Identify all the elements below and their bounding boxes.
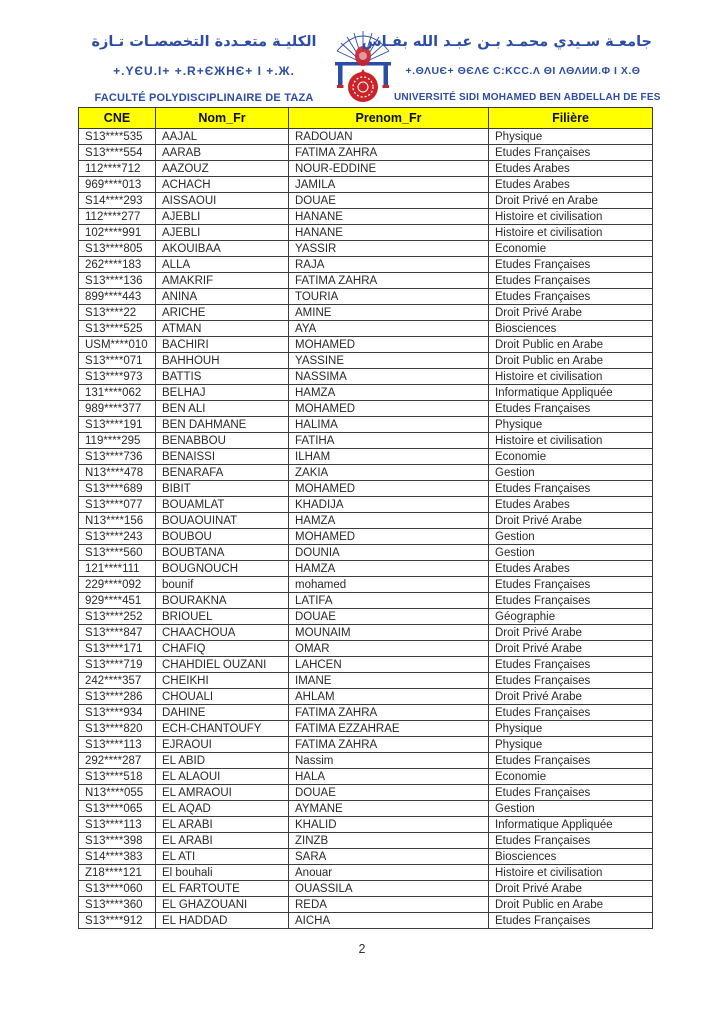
cell-prenom: MOUNAIM	[289, 625, 489, 641]
cell-prenom: MOHAMED	[289, 401, 489, 417]
cell-filiere: Etudes Françaises	[489, 401, 653, 417]
cell-cne: S13****912	[79, 913, 156, 929]
cell-prenom: HALA	[289, 769, 489, 785]
cell-nom: EL ABID	[156, 753, 289, 769]
cell-cne: S13****535	[79, 129, 156, 145]
cell-cne: N13****156	[79, 513, 156, 529]
cell-cne: S13****560	[79, 545, 156, 561]
cell-cne: S13****136	[79, 273, 156, 289]
cell-prenom: HALIMA	[289, 417, 489, 433]
cell-nom: AISSAOUI	[156, 193, 289, 209]
cell-filiere: Etudes Françaises	[489, 785, 653, 801]
cell-cne: S13****22	[79, 305, 156, 321]
cell-filiere: Etudes Françaises	[489, 657, 653, 673]
cell-nom: BACHIRI	[156, 337, 289, 353]
cell-filiere: Gestion	[489, 465, 653, 481]
table-row	[79, 721, 653, 737]
faculty-block	[76, 32, 332, 106]
cell-filiere: Etudes Françaises	[489, 705, 653, 721]
cell-nom: EL ARABI	[156, 833, 289, 849]
table-row	[79, 417, 653, 433]
cell-prenom: OUASSILA	[289, 881, 489, 897]
cell-prenom: FATIMA ZAHRA	[289, 737, 489, 753]
cell-filiere: Physique	[489, 721, 653, 737]
cell-prenom: mohamed	[289, 577, 489, 593]
cell-cne: S13****360	[79, 897, 156, 913]
cell-filiere: Droit Privé Arabe	[489, 881, 653, 897]
cell-prenom: Nassim	[289, 753, 489, 769]
table-row	[79, 209, 653, 225]
cell-nom: BOUGNOUCH	[156, 561, 289, 577]
cell-cne: S13****171	[79, 641, 156, 657]
page-number: 2	[358, 942, 366, 956]
cell-prenom: SARA	[289, 849, 489, 865]
cell-filiere: Etudes Arabes	[489, 177, 653, 193]
cell-filiere: Gestion	[489, 545, 653, 561]
cell-nom: BOUBOU	[156, 529, 289, 545]
cell-prenom: AMINE	[289, 305, 489, 321]
cell-nom: AJEBLI	[156, 225, 289, 241]
table-row	[79, 737, 653, 753]
cell-filiere: Droit Public en Arabe	[489, 897, 653, 913]
cell-nom: EL ATI	[156, 849, 289, 865]
cell-filiere: Etudes Françaises	[489, 481, 653, 497]
cell-cne: S13****060	[79, 881, 156, 897]
cell-filiere: Droit Privé Arabe	[489, 513, 653, 529]
cell-nom: AJEBLI	[156, 209, 289, 225]
cell-cne: S13****973	[79, 369, 156, 385]
cell-filiere: Droit Public en Arabe	[489, 337, 653, 353]
table-row	[79, 657, 653, 673]
column-header-filiere: Filière	[489, 108, 653, 129]
cell-nom: ALLA	[156, 257, 289, 273]
cell-prenom: FATIMA ZAHRA	[289, 705, 489, 721]
table-row	[79, 369, 653, 385]
table-row	[79, 449, 653, 465]
cell-cne: N13****055	[79, 785, 156, 801]
table-row	[79, 225, 653, 241]
cell-filiere: Physique	[489, 737, 653, 753]
cell-filiere: Droit Privé Arabe	[489, 625, 653, 641]
cell-cne: S13****252	[79, 609, 156, 625]
cell-cne: 242****357	[79, 673, 156, 689]
table-header-row	[79, 108, 653, 129]
cell-prenom: DOUNIA	[289, 545, 489, 561]
cell-cne: S14****293	[79, 193, 156, 209]
cell-filiere: Informatique Appliquée	[489, 385, 653, 401]
table-row	[79, 865, 653, 881]
cell-cne: S13****113	[79, 817, 156, 833]
table-row	[79, 849, 653, 865]
cell-cne: S13****113	[79, 737, 156, 753]
cell-filiere: Histoire et civilisation	[489, 209, 653, 225]
cell-nom: BEN DAHMANE	[156, 417, 289, 433]
cell-nom: ECH-CHANTOUFY	[156, 721, 289, 737]
table-row	[79, 433, 653, 449]
cell-prenom: NASSIMA	[289, 369, 489, 385]
university-block	[361, 32, 661, 106]
cell-filiere: Etudes Françaises	[489, 593, 653, 609]
cell-nom: CHOUALI	[156, 689, 289, 705]
cell-cne: 119****295	[79, 433, 156, 449]
cell-nom: EJRAOUI	[156, 737, 289, 753]
cell-prenom: MOHAMED	[289, 337, 489, 353]
cell-filiere: Etudes Arabes	[489, 497, 653, 513]
cell-prenom: RADOUAN	[289, 129, 489, 145]
table-row	[79, 881, 653, 897]
cell-filiere: Histoire et civilisation	[489, 433, 653, 449]
table-row	[79, 689, 653, 705]
cell-prenom: YASSINE	[289, 353, 489, 369]
cell-cne: 102****991	[79, 225, 156, 241]
cell-filiere: Etudes Arabes	[489, 161, 653, 177]
cell-prenom: MOHAMED	[289, 529, 489, 545]
cell-prenom: FATIMA EZZAHRAE	[289, 721, 489, 737]
cell-prenom: LATIFA	[289, 593, 489, 609]
table-row	[79, 305, 653, 321]
table-row	[79, 577, 653, 593]
table-row	[79, 257, 653, 273]
table-row	[79, 753, 653, 769]
cell-prenom: FATIMA ZAHRA	[289, 145, 489, 161]
cell-filiere: Economie	[489, 449, 653, 465]
table-row	[79, 177, 653, 193]
cell-cne: 121****111	[79, 561, 156, 577]
cell-filiere: Etudes Françaises	[489, 257, 653, 273]
cell-cne: S13****934	[79, 705, 156, 721]
cell-nom: ANINA	[156, 289, 289, 305]
cell-nom: EL FARTOUTE	[156, 881, 289, 897]
cell-prenom: FATIHA	[289, 433, 489, 449]
cell-nom: AAZOUZ	[156, 161, 289, 177]
cell-cne: S14****383	[79, 849, 156, 865]
cell-prenom: HANANE	[289, 225, 489, 241]
cell-nom: BRIOUEL	[156, 609, 289, 625]
cell-filiere: Géographie	[489, 609, 653, 625]
cell-filiere: Gestion	[489, 801, 653, 817]
cell-nom: AKOUIBAA	[156, 241, 289, 257]
cell-prenom: HAMZA	[289, 513, 489, 529]
cell-prenom: DOUAE	[289, 785, 489, 801]
cell-cne: 899****443	[79, 289, 156, 305]
cell-cne: 969****013	[79, 177, 156, 193]
cell-filiere: Economie	[489, 241, 653, 257]
cell-filiere: Droit Privé Arabe	[489, 641, 653, 657]
cell-nom: CHAHDIEL OUZANI	[156, 657, 289, 673]
cell-nom: CHAFIQ	[156, 641, 289, 657]
cell-filiere: Etudes Françaises	[489, 833, 653, 849]
cell-cne: 229****092	[79, 577, 156, 593]
cell-nom: BOUBTANA	[156, 545, 289, 561]
cell-nom: EL ALAOUI	[156, 769, 289, 785]
table-row	[79, 289, 653, 305]
cell-filiere: Droit Privé en Arabe	[489, 193, 653, 209]
table-row	[79, 497, 653, 513]
cell-nom: AMAKRIF	[156, 273, 289, 289]
cell-nom: BATTIS	[156, 369, 289, 385]
cell-filiere: Biosciences	[489, 321, 653, 337]
cell-nom: bounif	[156, 577, 289, 593]
faculty-name-french: FACULTÉ POLYDISCIPLINAIRE DE TAZA	[94, 92, 314, 104]
cell-nom: ACHACH	[156, 177, 289, 193]
university-name-tifinagh: +.ΘΛUЄ+ ΘЄΛЄ C:ΚCC.Λ ΘΙ ΛΘΛИИ.Φ Ι X.Θ	[405, 65, 641, 77]
table-row	[79, 241, 653, 257]
cell-prenom: Anouar	[289, 865, 489, 881]
cell-nom: BENAISSI	[156, 449, 289, 465]
cell-nom: BIBIT	[156, 481, 289, 497]
table-row	[79, 593, 653, 609]
table-row	[79, 609, 653, 625]
cell-filiere: Biosciences	[489, 849, 653, 865]
cell-prenom: REDA	[289, 897, 489, 913]
cell-prenom: JAMILA	[289, 177, 489, 193]
faculty-name-tifinagh: +.YЄU.I+ +.R+ЄЖHЄ+ I +.Ж.	[113, 64, 295, 78]
cell-nom: DAHINE	[156, 705, 289, 721]
cell-cne: 112****712	[79, 161, 156, 177]
table-row	[79, 897, 653, 913]
cell-prenom: DOUAE	[289, 609, 489, 625]
table-row	[79, 817, 653, 833]
table-row	[79, 545, 653, 561]
table-row	[79, 641, 653, 657]
cell-cne: S13****191	[79, 417, 156, 433]
cell-nom: BOUAMLAT	[156, 497, 289, 513]
cell-nom: El bouhali	[156, 865, 289, 881]
column-header-prenom: Prenom_Fr	[289, 108, 489, 129]
table-row	[79, 129, 653, 145]
cell-nom: BENARAFA	[156, 465, 289, 481]
cell-cne: S13****554	[79, 145, 156, 161]
cell-filiere: Histoire et civilisation	[489, 865, 653, 881]
cell-prenom: AHLAM	[289, 689, 489, 705]
faculty-name-arabic: الكليـة متعـددة التخصصـات تـازة	[91, 34, 317, 50]
cell-cne: S13****719	[79, 657, 156, 673]
cell-cne: S13****736	[79, 449, 156, 465]
letterhead	[76, 32, 661, 106]
cell-nom: AAJAL	[156, 129, 289, 145]
table-row	[79, 465, 653, 481]
table-row	[79, 785, 653, 801]
cell-nom: EL AMRAOUI	[156, 785, 289, 801]
column-header-cne: CNE	[79, 108, 156, 129]
cell-cne: 989****377	[79, 401, 156, 417]
cell-cne: S13****398	[79, 833, 156, 849]
cell-cne: Z18****121	[79, 865, 156, 881]
cell-prenom: DOUAE	[289, 193, 489, 209]
table-row	[79, 145, 653, 161]
cell-filiere: Etudes Françaises	[489, 289, 653, 305]
cell-prenom: FATIMA ZAHRA	[289, 273, 489, 289]
cell-filiere: Droit Privé Arabe	[489, 689, 653, 705]
university-name-french: UNIVERSITÉ SIDI MOHAMED BEN ABDELLAH DE FES	[394, 92, 661, 103]
cell-nom: AARAB	[156, 145, 289, 161]
table-row	[79, 193, 653, 209]
cell-nom: ATMAN	[156, 321, 289, 337]
table-row	[79, 337, 653, 353]
cell-prenom: AYMANE	[289, 801, 489, 817]
table-row	[79, 705, 653, 721]
cell-cne: S13****518	[79, 769, 156, 785]
cell-filiere: Informatique Appliquée	[489, 817, 653, 833]
table-row	[79, 913, 653, 929]
cell-cne: 131****062	[79, 385, 156, 401]
cell-nom: EL ARABI	[156, 817, 289, 833]
cell-filiere: Etudes Arabes	[489, 561, 653, 577]
table-row	[79, 353, 653, 369]
table-row	[79, 161, 653, 177]
cell-prenom: AYA	[289, 321, 489, 337]
cell-cne: S13****525	[79, 321, 156, 337]
cell-nom: BEN ALI	[156, 401, 289, 417]
table-row	[79, 401, 653, 417]
cell-nom: BELHAJ	[156, 385, 289, 401]
table-row	[79, 673, 653, 689]
cell-cne: S13****077	[79, 497, 156, 513]
cell-prenom: OMAR	[289, 641, 489, 657]
cell-filiere: Etudes Françaises	[489, 273, 653, 289]
cell-filiere: Physique	[489, 129, 653, 145]
table-row	[79, 625, 653, 641]
university-name-arabic: جامعـة سـيدي محمـد بـن عبـد الله بفـاس	[361, 34, 652, 50]
cell-prenom: AICHA	[289, 913, 489, 929]
cell-prenom: ILHAM	[289, 449, 489, 465]
table-row	[79, 529, 653, 545]
cell-cne: S13****847	[79, 625, 156, 641]
cell-prenom: HAMZA	[289, 385, 489, 401]
cell-filiere: Etudes Françaises	[489, 145, 653, 161]
cell-prenom: RAJA	[289, 257, 489, 273]
cell-cne: 929****451	[79, 593, 156, 609]
cell-filiere: Histoire et civilisation	[489, 225, 653, 241]
table-row	[79, 385, 653, 401]
cell-prenom: TOURIA	[289, 289, 489, 305]
table-row	[79, 481, 653, 497]
cell-filiere: Physique	[489, 417, 653, 433]
cell-prenom: ZINZB	[289, 833, 489, 849]
student-table	[78, 107, 653, 929]
table-row	[79, 833, 653, 849]
cell-prenom: HANANE	[289, 209, 489, 225]
cell-prenom: HAMZA	[289, 561, 489, 577]
table-row	[79, 273, 653, 289]
cell-cne: N13****478	[79, 465, 156, 481]
cell-cne: 262****183	[79, 257, 156, 273]
cell-prenom: YASSIR	[289, 241, 489, 257]
cell-nom: CHEIKHI	[156, 673, 289, 689]
cell-nom: EL HADDAD	[156, 913, 289, 929]
cell-nom: CHAACHOUA	[156, 625, 289, 641]
table-row	[79, 769, 653, 785]
cell-cne: S13****689	[79, 481, 156, 497]
cell-filiere: Etudes Françaises	[489, 577, 653, 593]
cell-cne: S13****071	[79, 353, 156, 369]
cell-prenom: KHADIJA	[289, 497, 489, 513]
table-row	[79, 513, 653, 529]
cell-filiere: Gestion	[489, 529, 653, 545]
cell-filiere: Etudes Françaises	[489, 673, 653, 689]
table-row	[79, 801, 653, 817]
student-table-body	[79, 129, 653, 929]
cell-prenom: KHALID	[289, 817, 489, 833]
cell-prenom: NOUR-EDDINE	[289, 161, 489, 177]
cell-cne: 112****277	[79, 209, 156, 225]
cell-cne: 292****287	[79, 753, 156, 769]
cell-nom: BAHHOUH	[156, 353, 289, 369]
cell-prenom: LAHCEN	[289, 657, 489, 673]
cell-nom: EL AQAD	[156, 801, 289, 817]
cell-cne: S13****243	[79, 529, 156, 545]
cell-cne: S13****820	[79, 721, 156, 737]
cell-filiere: Etudes Françaises	[489, 913, 653, 929]
cell-nom: BENABBOU	[156, 433, 289, 449]
column-header-nom: Nom_Fr	[156, 108, 289, 129]
cell-cne: S13****286	[79, 689, 156, 705]
cell-filiere: Droit Public en Arabe	[489, 353, 653, 369]
cell-cne: S13****065	[79, 801, 156, 817]
table-row	[79, 321, 653, 337]
cell-filiere: Etudes Françaises	[489, 753, 653, 769]
cell-nom: ARICHE	[156, 305, 289, 321]
cell-filiere: Histoire et civilisation	[489, 369, 653, 385]
cell-nom: BOURAKNA	[156, 593, 289, 609]
cell-filiere: Droit Privé Arabe	[489, 305, 653, 321]
table-row	[79, 561, 653, 577]
cell-prenom: ZAKIA	[289, 465, 489, 481]
cell-nom: EL GHAZOUANI	[156, 897, 289, 913]
cell-prenom: MOHAMED	[289, 481, 489, 497]
cell-cne: USM****010	[79, 337, 156, 353]
cell-prenom: IMANE	[289, 673, 489, 689]
cell-filiere: Economie	[489, 769, 653, 785]
cell-nom: BOUAOUINAT	[156, 513, 289, 529]
cell-cne: S13****805	[79, 241, 156, 257]
